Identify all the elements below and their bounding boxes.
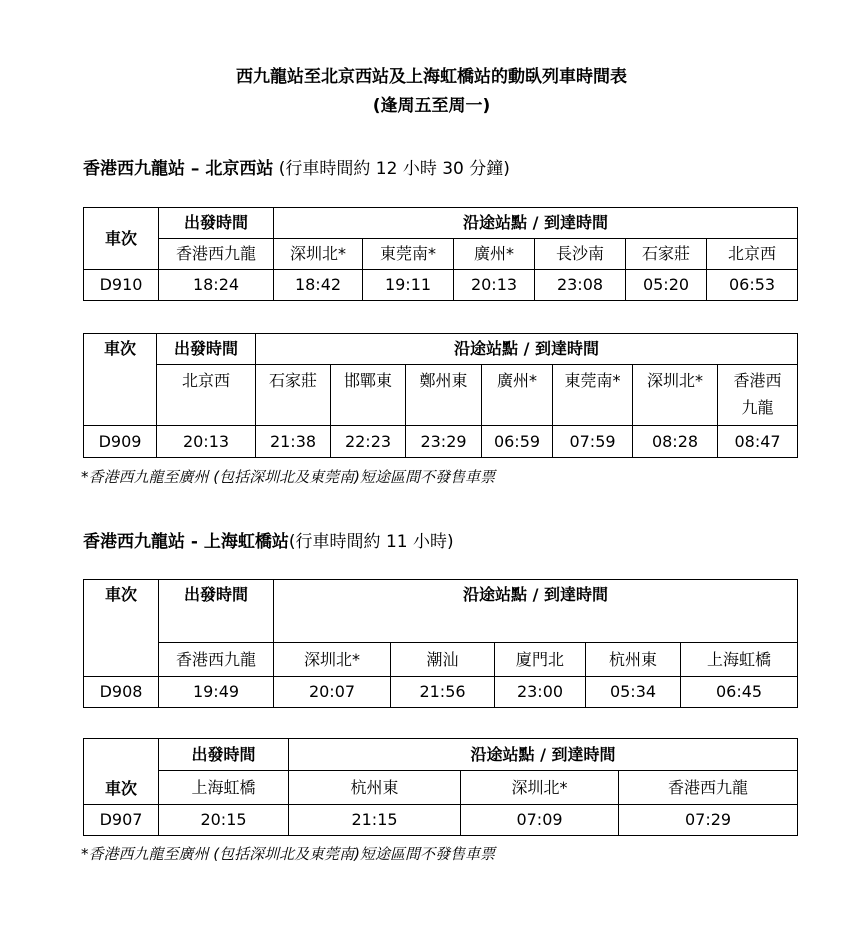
time-cell: 07:59 — [553, 426, 633, 458]
station-line: 香港西 — [733, 371, 782, 390]
station-cell: 廣州* — [454, 239, 535, 270]
timetable-d909 — [83, 333, 798, 458]
time-cell: 05:34 — [586, 677, 681, 708]
station-cell: 香港西九龍 — [159, 239, 274, 270]
time-cell: 20:13 — [454, 270, 535, 301]
time-cell: 18:24 — [159, 270, 274, 301]
time-cell: 18:42 — [274, 270, 363, 301]
train-number: D907 — [84, 805, 159, 836]
timetable-d907 — [83, 738, 798, 836]
departure-header: 出發時間 — [159, 208, 274, 239]
station-cell-last — [718, 365, 798, 426]
time-cell: 06:53 — [707, 270, 798, 301]
departure-header: 出發時間 — [159, 580, 274, 643]
page-title: 西九龍站至北京西站及上海虹橋站的動臥列車時間表 — [236, 67, 627, 87]
time-cell: 05:20 — [626, 270, 707, 301]
time-cell: 20:07 — [274, 677, 391, 708]
departure-header: 出發時間 — [159, 739, 289, 771]
time-cell: 06:45 — [681, 677, 798, 708]
time-cell: 07:29 — [619, 805, 798, 836]
time-cell: 20:13 — [157, 426, 256, 458]
station-cell: 上海虹橋 — [159, 771, 289, 805]
station-cell: 鄭州東 — [406, 365, 482, 426]
timetable-d910 — [83, 207, 798, 301]
footnote: *香港西九龍至廣州 (包括深圳北及東莞南)短途區間不發售車票 — [81, 468, 495, 486]
stops-header: 沿途站點 / 到達時間 — [274, 580, 798, 643]
station-cell: 深圳北* — [633, 365, 718, 426]
stops-header: 沿途站點 / 到達時間 — [274, 208, 798, 239]
station-cell: 東莞南* — [553, 365, 633, 426]
station-cell: 廣州* — [482, 365, 553, 426]
time-cell: 21:15 — [289, 805, 461, 836]
station-cell: 杭州東 — [586, 643, 681, 677]
section-heading-beijing — [83, 154, 510, 179]
section-heading-duration: (行車時間約 12 小時 30 分鐘) — [278, 159, 510, 179]
section-heading-shanghai — [83, 527, 454, 552]
section-heading-route: 香港西九龍站 - 上海虹橋站 — [83, 532, 289, 552]
train-header: 車次 — [84, 739, 159, 805]
train-header: 車次 — [84, 580, 159, 677]
station-cell: 邯鄲東 — [331, 365, 406, 426]
station-cell: 北京西 — [157, 365, 256, 426]
time-cell: 06:59 — [482, 426, 553, 458]
time-cell: 19:11 — [363, 270, 454, 301]
station-cell: 上海虹橋 — [681, 643, 798, 677]
train-header: 車次 — [84, 334, 157, 426]
time-cell: 23:29 — [406, 426, 482, 458]
station-cell: 北京西 — [707, 239, 798, 270]
time-cell: 08:47 — [718, 426, 798, 458]
section-heading-duration: (行車時間約 11 小時) — [288, 532, 454, 552]
stops-header: 沿途站點 / 到達時間 — [289, 739, 798, 771]
station-cell: 杭州東 — [289, 771, 461, 805]
time-cell: 19:49 — [159, 677, 274, 708]
train-header: 車次 — [84, 208, 159, 270]
station-cell: 長沙南 — [535, 239, 626, 270]
section-heading-route: 香港西九龍站 – 北京西站 — [83, 159, 274, 179]
timetable-d908 — [83, 579, 798, 708]
station-cell: 廈門北 — [495, 643, 586, 677]
time-cell: 21:38 — [256, 426, 331, 458]
page-subtitle: (逢周五至周一) — [372, 96, 491, 116]
time-cell: 08:28 — [633, 426, 718, 458]
footnote: *香港西九龍至廣州 (包括深圳北及東莞南)短途區間不發售車票 — [81, 845, 495, 863]
station-cell: 深圳北* — [274, 239, 363, 270]
time-cell: 20:15 — [159, 805, 289, 836]
station-cell: 深圳北* — [274, 643, 391, 677]
departure-header: 出發時間 — [157, 334, 256, 365]
train-number: D909 — [84, 426, 157, 458]
time-cell: 07:09 — [461, 805, 619, 836]
station-cell: 香港西九龍 — [619, 771, 798, 805]
stops-header: 沿途站點 / 到達時間 — [256, 334, 798, 365]
station-cell: 香港西九龍 — [159, 643, 274, 677]
time-cell: 23:08 — [535, 270, 626, 301]
station-cell: 潮汕 — [391, 643, 495, 677]
station-cell: 石家莊 — [626, 239, 707, 270]
train-number: D910 — [84, 270, 159, 301]
time-cell: 22:23 — [331, 426, 406, 458]
station-cell: 石家莊 — [256, 365, 331, 426]
station-cell: 深圳北* — [461, 771, 619, 805]
train-number: D908 — [84, 677, 159, 708]
station-cell: 東莞南* — [363, 239, 454, 270]
station-line: 九龍 — [741, 398, 774, 417]
time-cell: 21:56 — [391, 677, 495, 708]
time-cell: 23:00 — [495, 677, 586, 708]
